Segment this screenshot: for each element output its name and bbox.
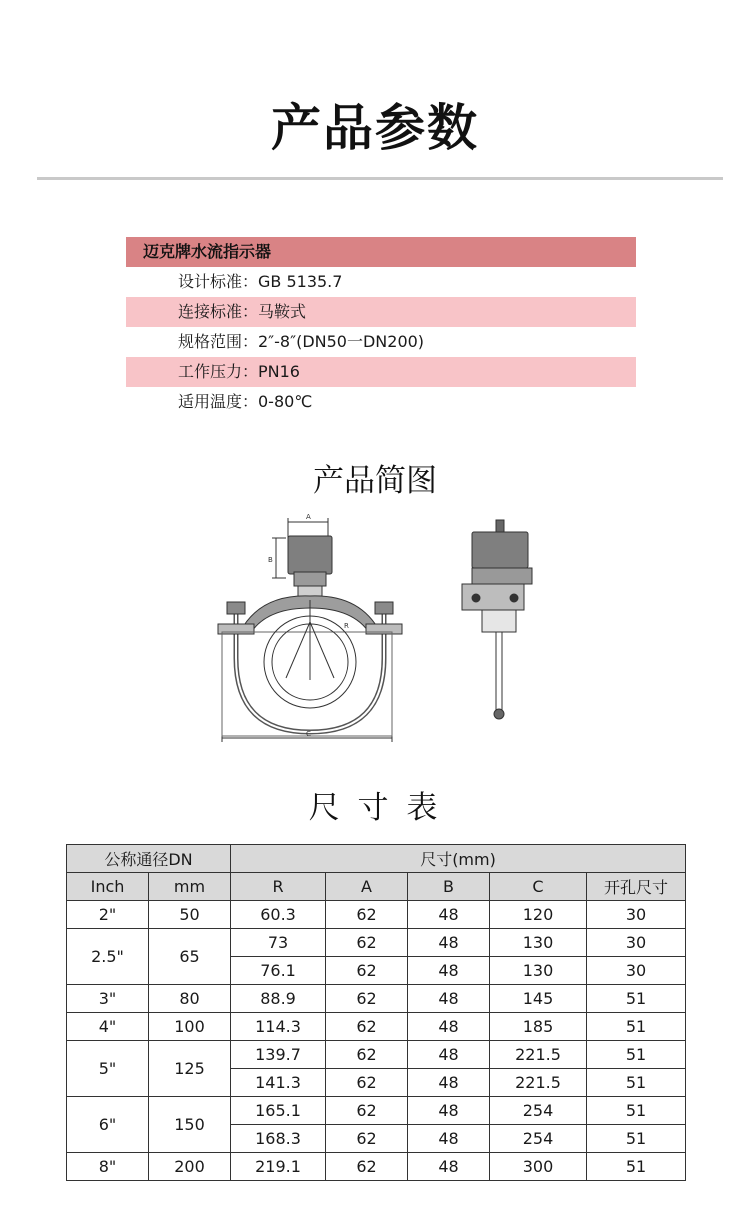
cell-inch: 5": [67, 1041, 149, 1097]
cell-c: 300: [490, 1153, 587, 1181]
cell-r: 219.1: [231, 1153, 326, 1181]
spec-row: [126, 357, 636, 387]
cell-b: 48: [408, 901, 490, 929]
header-nominal-diameter: 公称通径DN: [67, 845, 231, 873]
cell-a: 62: [326, 1125, 408, 1153]
column-header: R: [231, 873, 326, 901]
spec-row: [126, 297, 636, 327]
cell-hole-size: 51: [587, 1153, 686, 1181]
cell-inch: 6": [67, 1097, 149, 1153]
header-dimensions: 尺寸(mm): [231, 845, 686, 873]
cell-b: 48: [408, 1153, 490, 1181]
cell-mm: 100: [149, 1013, 231, 1041]
cell-a: 62: [326, 1097, 408, 1125]
side-view-drawing: [462, 520, 532, 719]
cell-r: 60.3: [231, 901, 326, 929]
cell-inch: 8": [67, 1153, 149, 1181]
front-view-drawing: [218, 518, 402, 742]
cell-inch: 2": [67, 901, 149, 929]
cell-a: 62: [326, 1069, 408, 1097]
cell-mm: 125: [149, 1041, 231, 1097]
column-header: 开孔尺寸: [587, 873, 686, 901]
cell-b: 48: [408, 957, 490, 985]
page-title: 产品参数: [271, 99, 479, 157]
table-group-header-row: [67, 845, 686, 873]
dim-label-a: A: [306, 513, 311, 521]
cell-b: 48: [408, 929, 490, 957]
table-row: [67, 901, 686, 929]
cell-b: 48: [408, 1069, 490, 1097]
cell-c: 185: [490, 1013, 587, 1041]
cell-hole-size: 30: [587, 929, 686, 957]
spec-value: GB 5135.7: [258, 272, 343, 291]
spec-label: 设计标准：: [177, 272, 258, 291]
cell-r: 165.1: [231, 1097, 326, 1125]
spec-label: 规格范围：: [177, 332, 258, 351]
cell-r: 141.3: [231, 1069, 326, 1097]
cell-mm: 200: [149, 1153, 231, 1181]
cell-mm: 80: [149, 985, 231, 1013]
spec-header: 迈克牌水流指示器: [126, 237, 636, 267]
cell-mm: 65: [149, 929, 231, 985]
cell-inch: 3": [67, 985, 149, 1013]
column-header: B: [408, 873, 490, 901]
cell-hole-size: 51: [587, 1097, 686, 1125]
cell-r: 168.3: [231, 1125, 326, 1153]
cell-a: 62: [326, 1013, 408, 1041]
cell-r: 139.7: [231, 1041, 326, 1069]
title-divider: [37, 177, 723, 180]
cell-hole-size: 51: [587, 1013, 686, 1041]
cell-c: 145: [490, 985, 587, 1013]
column-header: mm: [149, 873, 231, 901]
spec-label: 连接标准：: [177, 302, 258, 321]
cell-a: 62: [326, 957, 408, 985]
cell-b: 48: [408, 1125, 490, 1153]
column-header: C: [490, 873, 587, 901]
cell-c: 254: [490, 1125, 587, 1153]
cell-a: 62: [326, 985, 408, 1013]
cell-a: 62: [326, 901, 408, 929]
table-row: [67, 1153, 686, 1181]
spec-value: PN16: [258, 362, 300, 381]
spec-row: [126, 327, 636, 357]
table-row: [67, 1041, 686, 1069]
diagram-title: 产品简图: [313, 463, 437, 499]
table-title: 尺 寸 表: [308, 790, 442, 826]
dimension-table-body: [67, 845, 686, 1181]
spec-value: 0-80℃: [258, 392, 313, 411]
cell-b: 48: [408, 1041, 490, 1069]
cell-c: 120: [490, 901, 587, 929]
spec-row: [126, 387, 636, 417]
cell-r: 73: [231, 929, 326, 957]
spec-value: 马鞍式: [258, 302, 307, 321]
cell-hole-size: 30: [587, 957, 686, 985]
cell-a: 62: [326, 1041, 408, 1069]
cell-hole-size: 51: [587, 1069, 686, 1097]
cell-c: 130: [490, 929, 587, 957]
column-header: Inch: [67, 873, 149, 901]
dimension-table: [66, 844, 686, 1181]
cell-c: 221.5: [490, 1069, 587, 1097]
cell-hole-size: 30: [587, 901, 686, 929]
cell-mm: 50: [149, 901, 231, 929]
table-row: [67, 929, 686, 957]
cell-b: 48: [408, 985, 490, 1013]
spec-row: [126, 267, 636, 297]
spec-label: 工作压力：: [177, 362, 258, 381]
dim-label-b: B: [268, 556, 273, 564]
table-header-row: [67, 873, 686, 901]
table-row: [67, 1097, 686, 1125]
dim-label-c: C: [306, 730, 311, 738]
cell-a: 62: [326, 1153, 408, 1181]
cell-hole-size: 51: [587, 1041, 686, 1069]
table-row: [67, 1013, 686, 1041]
cell-inch: 2.5": [67, 929, 149, 985]
cell-a: 62: [326, 929, 408, 957]
cell-r: 114.3: [231, 1013, 326, 1041]
cell-c: 130: [490, 957, 587, 985]
cell-b: 48: [408, 1013, 490, 1041]
cell-hole-size: 51: [587, 985, 686, 1013]
cell-c: 221.5: [490, 1041, 587, 1069]
cell-mm: 150: [149, 1097, 231, 1153]
column-header: A: [326, 873, 408, 901]
table-row: [67, 985, 686, 1013]
spec-panel: [126, 237, 636, 417]
cell-inch: 4": [67, 1013, 149, 1041]
cell-c: 254: [490, 1097, 587, 1125]
spec-label: 适用温度：: [177, 392, 258, 411]
product-diagram: [210, 510, 550, 750]
cell-b: 48: [408, 1097, 490, 1125]
cell-hole-size: 51: [587, 1125, 686, 1153]
dim-label-r: R: [344, 622, 349, 630]
cell-r: 88.9: [231, 985, 326, 1013]
cell-r: 76.1: [231, 957, 326, 985]
spec-value: 2″-8″(DN50一DN200): [258, 332, 425, 351]
